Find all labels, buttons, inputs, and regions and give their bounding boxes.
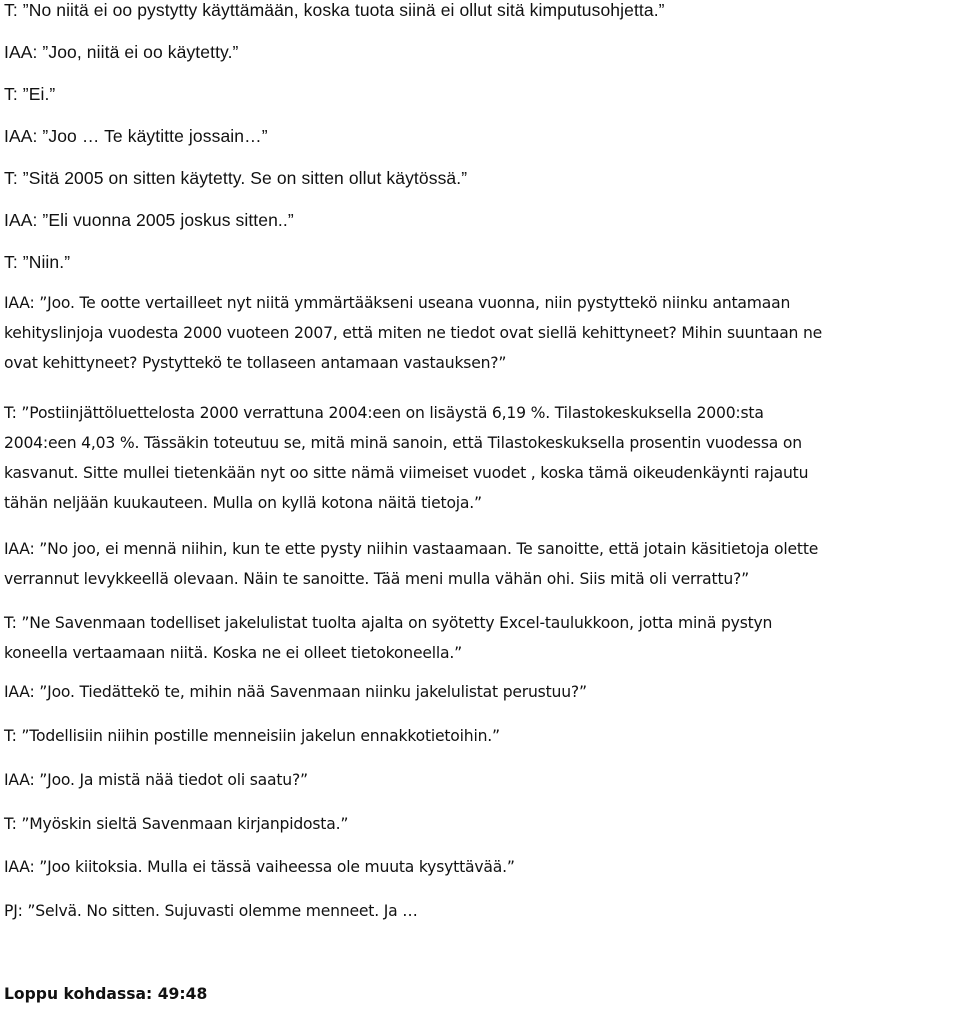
transcript-line: IAA: ”Joo, niitä ei oo käytetty.” — [4, 42, 239, 62]
transcript-paragraph — [4, 398, 956, 518]
transcript-line: ovat kehittyneet? Pystyttekö te tollaseen antamaan vastauksen?” — [4, 354, 507, 372]
transcript-line: verrannut levykkeellä olevaan. Näin te sanoitte. Tää meni mulla vähän ohi. Siis mitä oli verrattu?” — [4, 570, 749, 588]
transcript-line: IAA: ”Joo … Te käytitte jossain…” — [4, 126, 268, 146]
transcript-line: koneella vertaamaan niitä. Koska ne ei olleet tietokoneella.” — [4, 644, 462, 662]
transcript-line: kehityslinjoja vuodesta 2000 vuoteen 2007, että miten ne tiedot ovat siellä kehittyneet? Mihin suuntaan ne — [4, 324, 823, 342]
transcript-line: IAA: ”Joo. Ja mistä nää tiedot oli saatu?” — [4, 771, 308, 789]
transcript-paragraph — [4, 608, 956, 668]
transcript-line: T: ”Sitä 2005 on sitten käytetty. Se on sitten ollut käytössä.” — [4, 168, 468, 188]
transcript-line: T: ”Ne Savenmaan todelliset jakelulistat tuolta ajalta on syötetty Excel-taulukkoon, jotta minä pystyn — [4, 614, 773, 632]
transcript-line: IAA: ”Joo. Te ootte vertailleet nyt niitä ymmärtääkseni useana vuonna, niin pystyttekö niinku antamaan — [4, 294, 791, 312]
transcript-line: tähän neljään kuukauteen. Mulla on kyllä kotona näitä tietoja.” — [4, 494, 482, 512]
transcript-line: T: ”Todellisiin niihin postille menneisiin jakelun ennakkotietoihin.” — [4, 727, 500, 745]
transcript-line: IAA: ”No joo, ei mennä niihin, kun te ette pysty niihin vastaamaan. Te sanoitte, että jotain käsitietoja olette — [4, 540, 819, 558]
transcript-paragraph — [4, 534, 956, 594]
transcript-line: IAA: ”Joo. Tiedättekö te, mihin nää Savenmaan niinku jakelulistat perustuu?” — [4, 683, 587, 701]
transcript-line: IAA: ”Joo kiitoksia. Mulla ei tässä vaiheessa ole muuta kysyttävää.” — [4, 858, 515, 876]
transcript-line: T: ”Postiinjättöluettelosta 2000 verrattuna 2004:een on lisäystä 6,19 %. Tilastokeskuksella 2000:sta — [4, 404, 764, 422]
transcript-paragraph — [4, 288, 956, 378]
transcript-line: T: ”Niin.” — [4, 252, 71, 272]
transcript-line: kasvanut. Sitte mullei tietenkään nyt oo sitte nämä viimeiset vuodet , koska tämä oikeudenkäynti rajautu — [4, 464, 809, 482]
end-timestamp: Loppu kohdassa: 49:48 — [4, 985, 208, 1003]
transcript-line: IAA: ”Eli vuonna 2005 joskus sitten..” — [4, 210, 294, 230]
transcript-line: T: ”No niitä ei oo pystytty käyttämään, koska tuota siinä ei ollut sitä kimputusohjetta.” — [4, 0, 665, 20]
transcript-line: PJ: ”Selvä. No sitten. Sujuvasti olemme menneet. Ja … — [4, 902, 418, 920]
transcript-line: T: ”Myöskin sieltä Savenmaan kirjanpidosta.” — [4, 815, 349, 833]
transcript-line: 2004:een 4,03 %. Tässäkin toteutuu se, mitä minä sanoin, että Tilastokeskuksella prosentin vuodessa on — [4, 434, 802, 452]
transcript-line: T: ”Ei.” — [4, 84, 56, 104]
